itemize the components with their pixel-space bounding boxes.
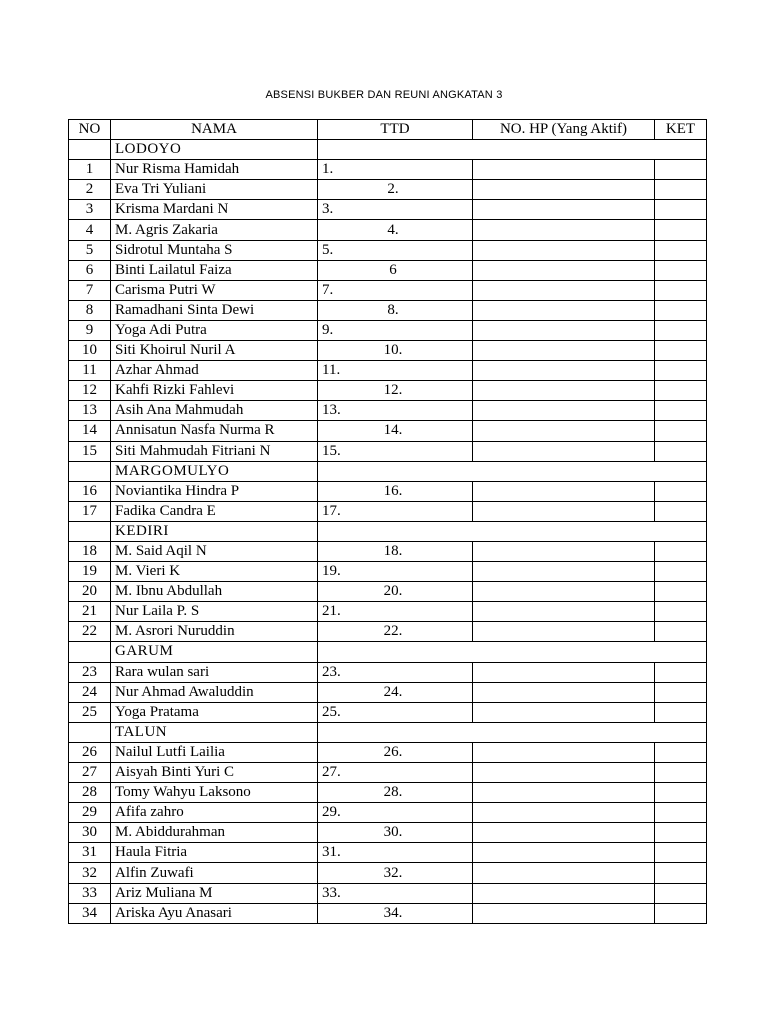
row-name: Krisma Mardani N bbox=[111, 200, 318, 220]
row-name: Siti Mahmudah Fitriani N bbox=[111, 441, 318, 461]
table-row bbox=[69, 341, 707, 361]
signature-cell[interactable]: 15. bbox=[318, 441, 473, 461]
signature-cell[interactable]: 32. bbox=[318, 863, 473, 883]
row-name: Azhar Ahmad bbox=[111, 361, 318, 381]
signature-cell[interactable]: 21. bbox=[318, 602, 473, 622]
row-number: 33 bbox=[69, 883, 111, 903]
signature-cell[interactable]: 22. bbox=[318, 622, 473, 642]
note-cell[interactable] bbox=[655, 562, 707, 582]
note-cell[interactable] bbox=[655, 863, 707, 883]
table-row bbox=[69, 200, 707, 220]
table-row bbox=[69, 622, 707, 642]
signature-cell[interactable]: 3. bbox=[318, 200, 473, 220]
table-row bbox=[69, 562, 707, 582]
phone-cell[interactable] bbox=[473, 823, 655, 843]
table-row bbox=[69, 401, 707, 421]
table-row bbox=[69, 421, 707, 441]
table-row bbox=[69, 260, 707, 280]
table-row bbox=[69, 602, 707, 622]
signature-cell[interactable]: 14. bbox=[318, 421, 473, 441]
phone-cell[interactable] bbox=[473, 541, 655, 561]
row-name: Nur Ahmad Awaluddin bbox=[111, 682, 318, 702]
phone-cell[interactable] bbox=[473, 361, 655, 381]
note-cell[interactable] bbox=[655, 803, 707, 823]
phone-cell[interactable] bbox=[473, 742, 655, 762]
group-empty-cell bbox=[318, 722, 707, 742]
row-name: Afifa zahro bbox=[111, 803, 318, 823]
row-name: M. Agris Zakaria bbox=[111, 220, 318, 240]
note-cell[interactable] bbox=[655, 702, 707, 722]
phone-cell[interactable] bbox=[473, 843, 655, 863]
row-number: 17 bbox=[69, 501, 111, 521]
header-ttd: TTD bbox=[318, 120, 473, 140]
signature-cell[interactable]: 13. bbox=[318, 401, 473, 421]
row-name: Ariz Muliana M bbox=[111, 883, 318, 903]
table-row bbox=[69, 823, 707, 843]
signature-cell[interactable]: 31. bbox=[318, 843, 473, 863]
note-cell[interactable] bbox=[655, 160, 707, 180]
row-number: 31 bbox=[69, 843, 111, 863]
note-cell[interactable] bbox=[655, 280, 707, 300]
note-cell[interactable] bbox=[655, 220, 707, 240]
phone-cell[interactable] bbox=[473, 240, 655, 260]
row-name: Ariska Ayu Anasari bbox=[111, 903, 318, 923]
row-number: 13 bbox=[69, 401, 111, 421]
row-number: 24 bbox=[69, 682, 111, 702]
group-empty-cell bbox=[318, 521, 707, 541]
row-number: 7 bbox=[69, 280, 111, 300]
phone-cell[interactable] bbox=[473, 803, 655, 823]
group-row bbox=[69, 521, 707, 541]
phone-cell[interactable] bbox=[473, 260, 655, 280]
header-nama: NAMA bbox=[111, 120, 318, 140]
group-empty-cell bbox=[318, 642, 707, 662]
group-no-cell bbox=[69, 521, 111, 541]
group-row bbox=[69, 140, 707, 160]
row-name: M. Said Aqil N bbox=[111, 541, 318, 561]
table-row bbox=[69, 220, 707, 240]
table-row bbox=[69, 441, 707, 461]
table-row bbox=[69, 843, 707, 863]
table-row bbox=[69, 180, 707, 200]
signature-cell[interactable]: 5. bbox=[318, 240, 473, 260]
row-number: 8 bbox=[69, 300, 111, 320]
note-cell[interactable] bbox=[655, 300, 707, 320]
phone-cell[interactable] bbox=[473, 501, 655, 521]
row-number: 22 bbox=[69, 622, 111, 642]
row-number: 12 bbox=[69, 381, 111, 401]
row-number: 10 bbox=[69, 341, 111, 361]
signature-cell[interactable]: 2. bbox=[318, 180, 473, 200]
row-number: 16 bbox=[69, 481, 111, 501]
table-row bbox=[69, 381, 707, 401]
note-cell[interactable] bbox=[655, 541, 707, 561]
note-cell[interactable] bbox=[655, 441, 707, 461]
row-number: 34 bbox=[69, 903, 111, 923]
signature-cell[interactable]: 8. bbox=[318, 300, 473, 320]
phone-cell[interactable] bbox=[473, 662, 655, 682]
group-empty-cell bbox=[318, 140, 707, 160]
note-cell[interactable] bbox=[655, 602, 707, 622]
group-empty-cell bbox=[318, 461, 707, 481]
row-number: 5 bbox=[69, 240, 111, 260]
row-number: 3 bbox=[69, 200, 111, 220]
page-title: ABSENSI BUKBER DAN REUNI ANGKATAN 3 bbox=[265, 89, 503, 101]
table-row bbox=[69, 783, 707, 803]
note-cell[interactable] bbox=[655, 823, 707, 843]
phone-cell[interactable] bbox=[473, 863, 655, 883]
signature-cell[interactable]: 33. bbox=[318, 883, 473, 903]
row-name: Annisatun Nasfa Nurma R bbox=[111, 421, 318, 441]
row-name: M. Asrori Nuruddin bbox=[111, 622, 318, 642]
table-row bbox=[69, 300, 707, 320]
row-name: Yoga Adi Putra bbox=[111, 320, 318, 340]
table-row bbox=[69, 803, 707, 823]
note-cell[interactable] bbox=[655, 481, 707, 501]
phone-cell[interactable] bbox=[473, 883, 655, 903]
table-row bbox=[69, 582, 707, 602]
note-cell[interactable] bbox=[655, 903, 707, 923]
phone-cell[interactable] bbox=[473, 582, 655, 602]
table-row bbox=[69, 742, 707, 762]
table-row bbox=[69, 702, 707, 722]
phone-cell[interactable] bbox=[473, 401, 655, 421]
phone-cell[interactable] bbox=[473, 341, 655, 361]
header-ket: KET bbox=[655, 120, 707, 140]
attendance-body bbox=[69, 140, 707, 924]
signature-cell[interactable]: 4. bbox=[318, 220, 473, 240]
signature-cell[interactable]: 24. bbox=[318, 682, 473, 702]
table-row bbox=[69, 662, 707, 682]
row-name: Binti Lailatul Faiza bbox=[111, 260, 318, 280]
signature-cell[interactable]: 27. bbox=[318, 763, 473, 783]
group-label: MARGOMULYO bbox=[111, 461, 318, 481]
note-cell[interactable] bbox=[655, 582, 707, 602]
signature-cell[interactable]: 20. bbox=[318, 582, 473, 602]
row-number: 15 bbox=[69, 441, 111, 461]
row-number: 19 bbox=[69, 562, 111, 582]
signature-cell[interactable]: 7. bbox=[318, 280, 473, 300]
signature-cell[interactable]: 11. bbox=[318, 361, 473, 381]
signature-cell[interactable]: 25. bbox=[318, 702, 473, 722]
phone-cell[interactable] bbox=[473, 763, 655, 783]
phone-cell[interactable] bbox=[473, 622, 655, 642]
table-row bbox=[69, 320, 707, 340]
signature-cell[interactable]: 12. bbox=[318, 381, 473, 401]
signature-cell[interactable]: 28. bbox=[318, 783, 473, 803]
note-cell[interactable] bbox=[655, 401, 707, 421]
note-cell[interactable] bbox=[655, 682, 707, 702]
table-row bbox=[69, 160, 707, 180]
signature-cell[interactable]: 1. bbox=[318, 160, 473, 180]
row-name: Siti Khoirul Nuril A bbox=[111, 341, 318, 361]
phone-cell[interactable] bbox=[473, 421, 655, 441]
row-name: M. Ibnu Abdullah bbox=[111, 582, 318, 602]
row-number: 32 bbox=[69, 863, 111, 883]
phone-cell[interactable] bbox=[473, 562, 655, 582]
phone-cell[interactable] bbox=[473, 160, 655, 180]
row-name: Fadika Candra E bbox=[111, 501, 318, 521]
row-number: 21 bbox=[69, 602, 111, 622]
row-name: Alfin Zuwafi bbox=[111, 863, 318, 883]
signature-cell[interactable]: 16. bbox=[318, 481, 473, 501]
signature-cell[interactable]: 30. bbox=[318, 823, 473, 843]
signature-cell[interactable]: 26. bbox=[318, 742, 473, 762]
row-number: 25 bbox=[69, 702, 111, 722]
note-cell[interactable] bbox=[655, 260, 707, 280]
group-row bbox=[69, 642, 707, 662]
row-name: Carisma Putri W bbox=[111, 280, 318, 300]
note-cell[interactable] bbox=[655, 341, 707, 361]
phone-cell[interactable] bbox=[473, 903, 655, 923]
phone-cell[interactable] bbox=[473, 220, 655, 240]
phone-cell[interactable] bbox=[473, 682, 655, 702]
group-label: KEDIRI bbox=[111, 521, 318, 541]
note-cell[interactable] bbox=[655, 843, 707, 863]
table-row bbox=[69, 863, 707, 883]
phone-cell[interactable] bbox=[473, 300, 655, 320]
group-row bbox=[69, 722, 707, 742]
signature-cell[interactable]: 29. bbox=[318, 803, 473, 823]
row-number: 28 bbox=[69, 783, 111, 803]
phone-cell[interactable] bbox=[473, 180, 655, 200]
row-number: 2 bbox=[69, 180, 111, 200]
row-name: Asih Ana Mahmudah bbox=[111, 401, 318, 421]
table-row bbox=[69, 763, 707, 783]
row-number: 18 bbox=[69, 541, 111, 561]
row-number: 29 bbox=[69, 803, 111, 823]
note-cell[interactable] bbox=[655, 320, 707, 340]
table-row bbox=[69, 280, 707, 300]
group-no-cell bbox=[69, 722, 111, 742]
note-cell[interactable] bbox=[655, 421, 707, 441]
row-number: 14 bbox=[69, 421, 111, 441]
attendance-table bbox=[68, 119, 707, 924]
row-number: 23 bbox=[69, 662, 111, 682]
row-number: 1 bbox=[69, 160, 111, 180]
note-cell[interactable] bbox=[655, 200, 707, 220]
row-name: M. Vieri K bbox=[111, 562, 318, 582]
row-name: Nur Risma Hamidah bbox=[111, 160, 318, 180]
table-row bbox=[69, 903, 707, 923]
phone-cell[interactable] bbox=[473, 441, 655, 461]
note-cell[interactable] bbox=[655, 240, 707, 260]
group-no-cell bbox=[69, 461, 111, 481]
row-name: Nailul Lutfi Lailia bbox=[111, 742, 318, 762]
row-name: Ramadhani Sinta Dewi bbox=[111, 300, 318, 320]
phone-cell[interactable] bbox=[473, 783, 655, 803]
note-cell[interactable] bbox=[655, 361, 707, 381]
signature-cell[interactable]: 6 bbox=[318, 260, 473, 280]
row-number: 30 bbox=[69, 823, 111, 843]
row-name: Nur Laila P. S bbox=[111, 602, 318, 622]
signature-cell[interactable]: 10. bbox=[318, 341, 473, 361]
signature-cell[interactable]: 34. bbox=[318, 903, 473, 923]
row-number: 27 bbox=[69, 763, 111, 783]
table-row bbox=[69, 240, 707, 260]
phone-cell[interactable] bbox=[473, 320, 655, 340]
row-name: Tomy Wahyu Laksono bbox=[111, 783, 318, 803]
header-row bbox=[69, 120, 707, 140]
group-label: GARUM bbox=[111, 642, 318, 662]
signature-cell[interactable]: 18. bbox=[318, 541, 473, 561]
table-row bbox=[69, 361, 707, 381]
note-cell[interactable] bbox=[655, 883, 707, 903]
row-number: 26 bbox=[69, 742, 111, 762]
table-row bbox=[69, 682, 707, 702]
row-name: Yoga Pratama bbox=[111, 702, 318, 722]
phone-cell[interactable] bbox=[473, 200, 655, 220]
signature-cell[interactable]: 19. bbox=[318, 562, 473, 582]
row-number: 9 bbox=[69, 320, 111, 340]
signature-cell[interactable]: 17. bbox=[318, 501, 473, 521]
header-no: NO bbox=[69, 120, 111, 140]
signature-cell[interactable]: 9. bbox=[318, 320, 473, 340]
phone-cell[interactable] bbox=[473, 602, 655, 622]
row-name: Kahfi Rizki Fahlevi bbox=[111, 381, 318, 401]
row-number: 20 bbox=[69, 582, 111, 602]
note-cell[interactable] bbox=[655, 783, 707, 803]
note-cell[interactable] bbox=[655, 763, 707, 783]
row-name: Eva Tri Yuliani bbox=[111, 180, 318, 200]
row-name: Sidrotul Muntaha S bbox=[111, 240, 318, 260]
note-cell[interactable] bbox=[655, 180, 707, 200]
row-name: Rara wulan sari bbox=[111, 662, 318, 682]
note-cell[interactable] bbox=[655, 622, 707, 642]
row-number: 4 bbox=[69, 220, 111, 240]
group-label: TALUN bbox=[111, 722, 318, 742]
table-row bbox=[69, 481, 707, 501]
note-cell[interactable] bbox=[655, 501, 707, 521]
row-number: 11 bbox=[69, 361, 111, 381]
phone-cell[interactable] bbox=[473, 481, 655, 501]
group-row bbox=[69, 461, 707, 481]
group-label: LODOYO bbox=[111, 140, 318, 160]
phone-cell[interactable] bbox=[473, 280, 655, 300]
row-name: Aisyah Binti Yuri C bbox=[111, 763, 318, 783]
phone-cell[interactable] bbox=[473, 702, 655, 722]
table-row bbox=[69, 501, 707, 521]
table-row bbox=[69, 541, 707, 561]
table-row bbox=[69, 883, 707, 903]
group-no-cell bbox=[69, 140, 111, 160]
note-cell[interactable] bbox=[655, 742, 707, 762]
signature-cell[interactable]: 23. bbox=[318, 662, 473, 682]
row-name: Haula Fitria bbox=[111, 843, 318, 863]
phone-cell[interactable] bbox=[473, 381, 655, 401]
header-hp: NO. HP (Yang Aktif) bbox=[473, 120, 655, 140]
row-number: 6 bbox=[69, 260, 111, 280]
row-name: M. Abiddurahman bbox=[111, 823, 318, 843]
note-cell[interactable] bbox=[655, 662, 707, 682]
row-name: Noviantika Hindra P bbox=[111, 481, 318, 501]
group-no-cell bbox=[69, 642, 111, 662]
note-cell[interactable] bbox=[655, 381, 707, 401]
